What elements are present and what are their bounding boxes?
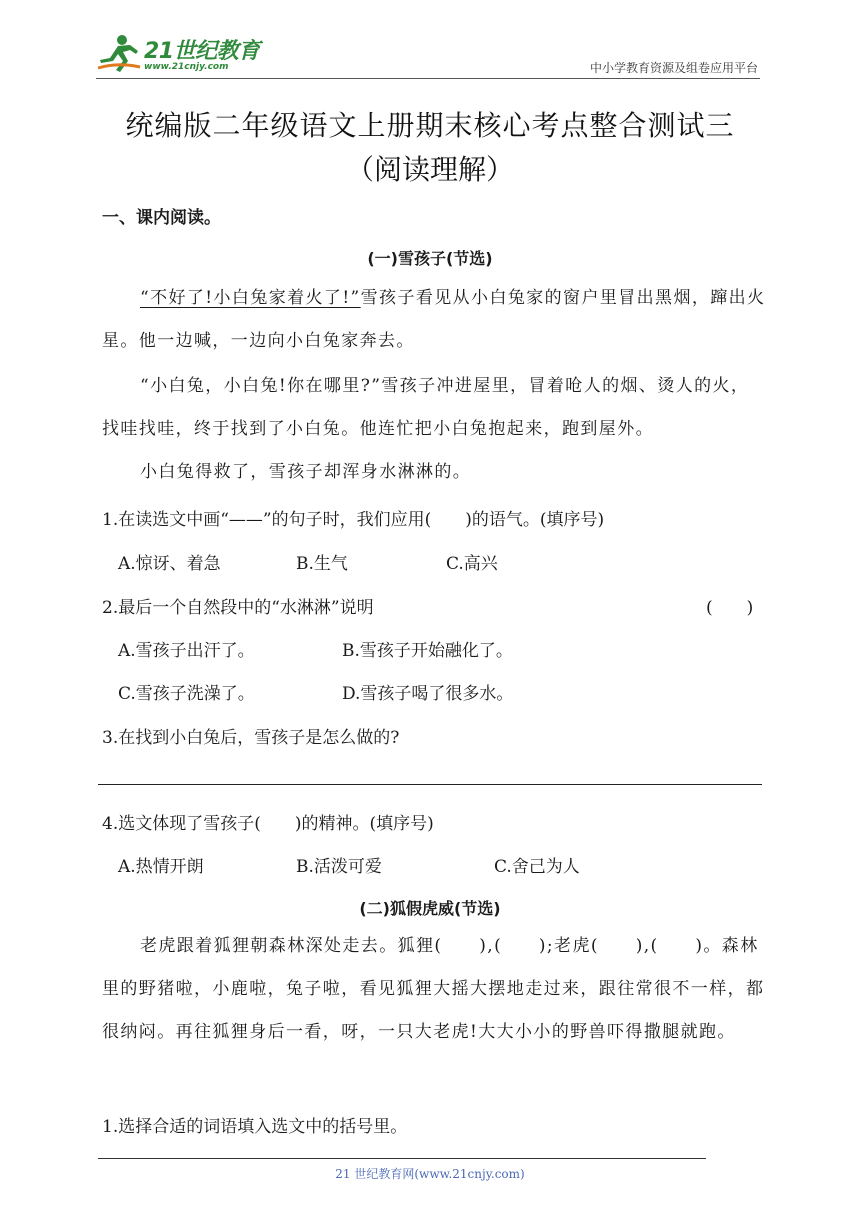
q2-option-c: C.雪孩子洗澡了。 [118, 684, 255, 704]
q4-option-a: A.热情开朗 [118, 857, 204, 877]
question-4: 4.选文体现了雪孩子( )的精神。(填序号) [102, 814, 434, 834]
q4-option-b: B.活泼可爱 [296, 857, 382, 877]
q1-option-a: A.惊讶、着急 [118, 554, 221, 574]
answer-line[interactable] [98, 784, 762, 785]
section-heading: 一、课内阅读。 [102, 208, 221, 228]
passage-1-title: (一)雪孩子(节选) [367, 249, 493, 268]
passage-1-paragraph-3: 小白兔得救了，雪孩子却浑身水淋淋的。 [140, 462, 472, 482]
passage-2-question-1: 1.选择合适的词语填入选文中的括号里。 [102, 1117, 408, 1137]
q4-option-c: C.舍己为人 [494, 857, 580, 877]
passage-2-title: (二)狐假虎威(节选) [359, 899, 501, 918]
passage-2-paragraph-1: 老虎跟着狐狸朝森林深处走去。狐狸( ),( );老虎( ),( )。森林里的野猪啦，小鹿啦，兔子啦，看见狐狸大摇大摆地走过来，跟往常很不一样，都很纳闷。再往狐狸身后一看，呀，一只大老虎!大大小小的野兽吓得撒腿就跑。 [102, 936, 765, 1042]
logo [96, 32, 266, 76]
q2-option-a: A.雪孩子出汗了。 [118, 641, 255, 661]
question-2: 2.最后一个自然段中的“水淋淋”说明 [102, 598, 374, 618]
q1-option-b: B.生气 [296, 554, 348, 574]
footer-text: 21 世纪教育网(www.21cnjy.com) [335, 1167, 525, 1181]
q2-option-b: B.雪孩子开始融化了。 [342, 641, 513, 661]
document-title: 统编版二年级语文上册期末核心考点整合测试三 [125, 109, 735, 142]
q2-option-d: D.雪孩子喝了很多水。 [342, 684, 514, 704]
logo-url: www.21cnjy.com [144, 62, 229, 72]
platform-tagline: 中小学教育资源及组卷应用平台 [589, 61, 758, 75]
underlined-sentence: “不好了!小白兔家着火了!” [140, 288, 361, 308]
header-divider [96, 78, 760, 79]
footer-divider [98, 1158, 706, 1159]
document-subtitle: （阅读理解） [345, 153, 514, 186]
passage-1-paragraph-1 [102, 277, 766, 363]
q1-option-c: C.高兴 [446, 554, 498, 574]
question-1: 1.在读选文中画“——”的句子时，我们应用( )的语气。(填序号) [102, 510, 605, 530]
page-header [96, 32, 760, 78]
passage-1-paragraph-2: “小白兔，小白兔!你在哪里?”雪孩子冲进屋里，冒着呛人的烟、烫人的火，找哇找哇，终于找到了小白兔。他连忙把小白兔抱起来，跑到屋外。 [102, 376, 750, 439]
q2-answer-bracket: ( ) [706, 598, 754, 618]
logo-text: 21世纪教育 [144, 39, 260, 64]
question-3: 3.在找到小白兔后，雪孩子是怎么做的? [102, 728, 400, 748]
runner-logo-icon [96, 34, 142, 74]
paragraph-text: 雪孩子看见从小白兔家的窗户里冒出黑烟，蹿出火星。他一边喊，一边向小白兔家奔去。 [102, 288, 766, 351]
